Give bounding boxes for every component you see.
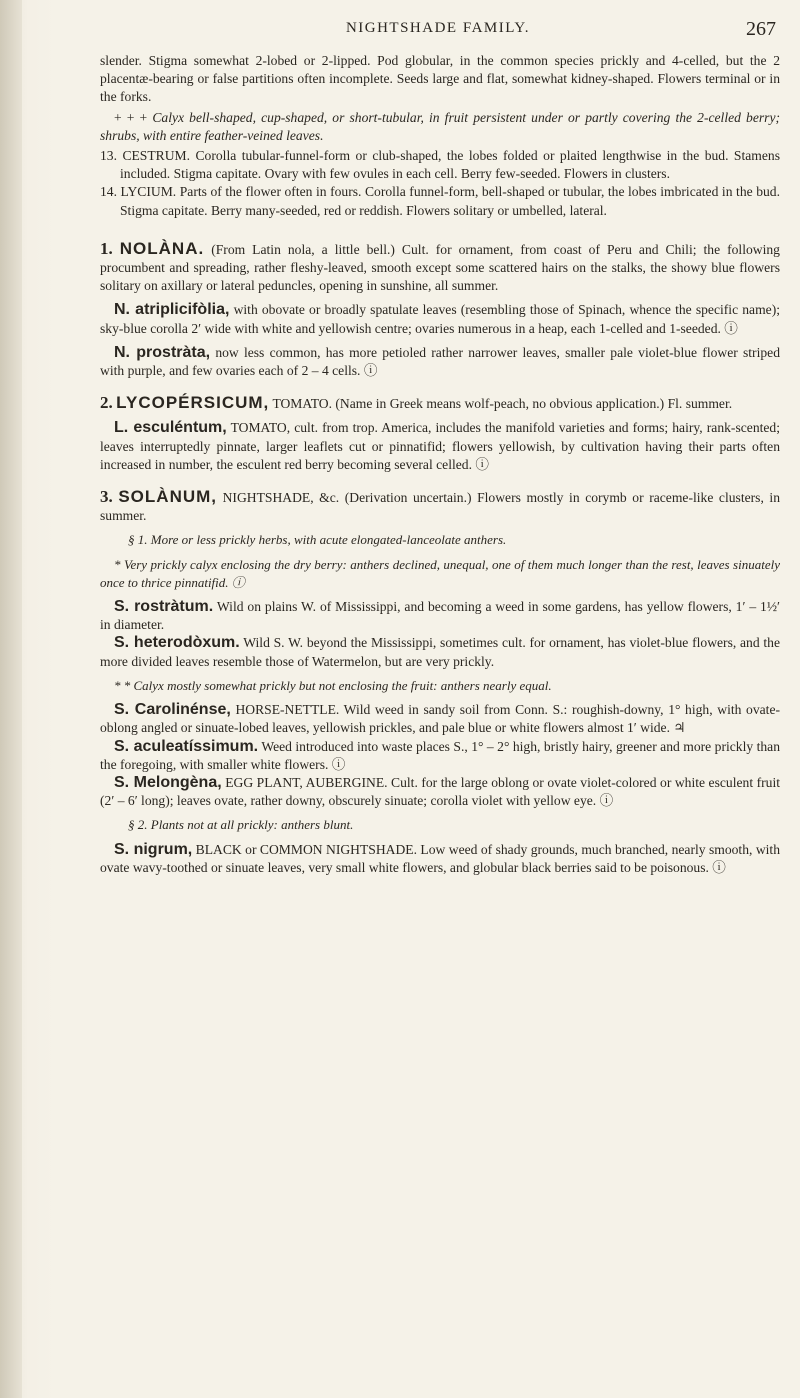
genus-name: SOLÀNUM,: [118, 487, 218, 507]
species-entry: [100, 841, 780, 877]
key-genus-name: LYCIUM.: [120, 184, 177, 200]
species-entry: [100, 344, 780, 380]
species-entry: [100, 419, 780, 474]
subsection-heading: * Very prickly calyx enclosing the dry berry: anthers declined, unequal, one of them much longer than the rest, leaves sinuately once to thrice pinnatifid. ⓘ: [100, 556, 780, 590]
genus-description: TOMATO. (Name in Greek means wolf-peach, no obvious application.) Fl. summer.: [272, 396, 733, 412]
key-number: 13.: [100, 148, 117, 164]
species-name: S. Carolinénse,: [114, 701, 231, 719]
key-genus-desc: Parts of the flower often in fours. Corolla funnel-form, bell-shaped or tubular, the lobes imbricated in the bud. Stigma capitate. Berry many-seeded, red or reddish. Flowers solitary or umbelled, lateral.: [120, 184, 780, 218]
section-heading: § 1. More or less prickly herbs, with acute elongated-lanceolate anthers.: [128, 532, 507, 548]
species-name: S. Melongèna,: [114, 773, 222, 791]
species-description: Wild on plains W. of Mississippi, and becoming a weed in some gardens, has yellow flowers, 1′ – 1½′ in diameter.: [100, 599, 781, 633]
species-entry: [100, 598, 780, 634]
species-description: EGG PLANT, AUBERGINE. Cult. for the large oblong or ovate violet-colored or white esculent fruit (2′ – 6′ long); leaves ovate, rather downy, obscurely sinuate; corolla violet with yellow eye. ⓘ: [100, 774, 781, 809]
species-description: TOMATO, cult. from trop. America, includes the manifold varieties and forms; hairy, rank-scented; leaves interruptedly pinnate, larger leaflets cut or pinnatifid; flowers yellowish, by cultivation having their parts often increased in number, the esculent red berry becoming several celled. ⓘ: [100, 420, 780, 472]
species-entry: [100, 301, 780, 337]
key-subdivision: [100, 109, 780, 145]
species-name: N. prostràta,: [114, 343, 211, 361]
species-name: N. atriplicifòlia,: [114, 301, 230, 319]
genus-number: 1.: [100, 238, 113, 258]
page-header: [100, 18, 776, 44]
species-description: HORSE-NETTLE. Wild weed in sandy soil from Conn. S.: roughish-downy, 1° high, with ovate-oblong angled or sinuate-lobed leaves, yellowish prickles, and pale blue or white flowers almost 1′ wide. ♃: [100, 702, 781, 736]
genus-entry-solanum: [100, 488, 780, 525]
species-description: Wild S. W. beyond the Mississippi, sometimes cult. for ornament, has violet-blue flowers, and the more divided leaves resemble those of Watermelon, but are very prickly.: [100, 635, 780, 669]
species-entry: [100, 738, 780, 774]
continued-paragraph: slender. Stigma somewhat 2-lobed or 2-lipped. Pod globular, in the common species prickly and 4-celled, but the 2 placentæ-bearing or false partitions often incomplete. Seeds large and flat, somewhat kidney-shaped. Flowers terminal or in the forks.: [100, 53, 780, 105]
genus-description: (From Latin nola, a little bell.) Cult. for ornament, from coast of Peru and Chili; the following procumbent and spreading, rather fleshy-leaved, smooth except some scattered hairs on the stalks, the showy blue flowers solitary on axillary or lateral peduncles, opening in sunshine, all summer.: [100, 241, 780, 294]
key-genus-name: CESTRUM.: [122, 148, 191, 164]
key-subdivision-text: Calyx bell-shaped, cup-shaped, or short-tubular, in fruit persistent under or partly covering the 2-celled berry; shrubs, with entire feather-veined leaves.: [100, 109, 781, 143]
species-entry: [100, 774, 780, 810]
section-heading: § 2. Plants not at all prickly: anthers blunt.: [128, 817, 354, 833]
genus-description: NIGHTSHADE, &c. (Derivation uncertain.) Flowers mostly in corymb or raceme-like clusters, in summer.: [100, 490, 781, 524]
species-name: S. heterodòxum.: [114, 634, 240, 652]
genus-name: NOLÀNA.: [119, 238, 205, 258]
species-description: now less common, has more petioled rather narrower leaves, smaller pale violet-blue flower striped with purple, and few ovaries each of 2 – 4 cells. ⓘ: [100, 344, 780, 379]
genus-name: LYCOPÉRSICUM,: [116, 393, 270, 413]
genus-number: 2.: [100, 393, 113, 413]
species-description: BLACK or COMMON NIGHTSHADE. Low weed of shady grounds, much branched, nearly smooth, with ovate wavy-toothed or sinuate leaves, very small white flowers, and globular black berries said to be poisonous. ⓘ: [100, 841, 780, 875]
species-name: L. esculéntum,: [114, 419, 227, 437]
page-body: [100, 52, 780, 877]
subsection-heading: * * Calyx mostly somewhat prickly but not enclosing the fruit: anthers nearly equal.: [114, 677, 552, 693]
species-name: S. rostràtum.: [114, 598, 214, 616]
genus-entry-lycopersicum: [100, 394, 780, 413]
key-genus-cestrum: [100, 147, 780, 183]
page-spine-shadow: [0, 0, 22, 1398]
genus-entry-nolana: [100, 240, 780, 296]
species-entry: [100, 701, 780, 737]
species-entry: [100, 634, 780, 670]
running-head: NIGHTSHADE FAMILY.: [345, 20, 531, 36]
species-description: with obovate or broadly spatulate leaves (resembling those of Spinach, whence the specific name); sky-blue corolla 2′ wide with white and yellowish centre; ovaries numerous in a heap, each 1-celled and 1-seeded. ⓘ: [100, 302, 780, 336]
key-genus-lycium: [100, 183, 780, 219]
species-name: S. nigrum,: [114, 840, 193, 858]
key-genus-desc: Corolla tubular-funnel-form or club-shaped, the lobes folded or plaited lengthwise in the bud. Stamens included. Stigma capitate. Ovary with few ovules in each cell. Berry few-seeded. Flowers in clusters.: [120, 148, 780, 182]
species-name: S. aculeatíssimum.: [114, 737, 259, 755]
page-number: 267: [746, 18, 776, 40]
key-number: 14.: [100, 184, 117, 200]
key-marker: + + +: [114, 109, 148, 125]
genus-number: 3.: [100, 487, 113, 507]
species-description: Weed introduced into waste places S., 1° – 2° high, bristly hairy, greener and more prickly than the foregoing, with smaller white flowers. ⓘ: [100, 738, 781, 772]
